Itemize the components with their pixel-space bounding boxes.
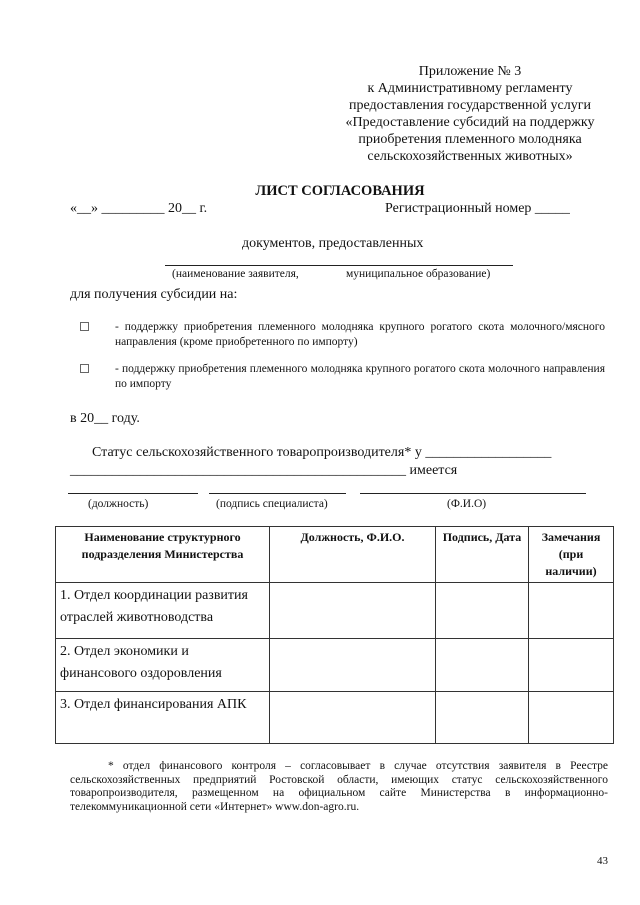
footnote (70, 760, 608, 814)
position-fio-cell[interactable] (270, 692, 436, 744)
applicant-caption-municipality: муниципальное образование) (346, 268, 491, 280)
applicant-underline[interactable] (165, 265, 513, 266)
option-row-2 (80, 362, 605, 394)
header-signature-date: Подпись, Дата (436, 527, 529, 583)
signature-underline[interactable] (209, 493, 346, 494)
document-title: ЛИСТ СОГЛАСОВАНИЯ (255, 183, 425, 199)
page-number: 43 (597, 855, 608, 867)
appendix-line: Приложение № 3 (418, 64, 522, 79)
header-remarks: Замечания (при наличии) (529, 527, 614, 583)
appendix-line: «Предоставление субсидий на поддержку (345, 115, 595, 130)
option-row-1 (80, 320, 605, 352)
option-checkbox-1[interactable] (80, 322, 89, 331)
header-position-fio: Должность, Ф.И.О. (270, 527, 436, 583)
option-text-2: - поддержку приобретения племенного молодняка крупного рогатого скота молочного направления по импорту (115, 363, 605, 390)
fio-underline[interactable] (360, 493, 586, 494)
signature-caption: (подпись специалиста) (216, 498, 328, 510)
header-department: Наименование структурного подразделения Министерства (56, 527, 270, 583)
applicant-caption-name: (наименование заявителя, (172, 268, 299, 280)
signature-date-cell[interactable] (436, 583, 529, 639)
date-field[interactable]: «__» _________ 20__ г. (70, 201, 208, 216)
remarks-cell[interactable] (529, 692, 614, 744)
documents-line: документов, предоставленных (242, 236, 424, 251)
option-text-1: - поддержку приобретения племенного молодняка крупного рогатого скота молочного/мясного направления (кроме приобретенного по импорту) (115, 321, 605, 348)
year-line[interactable]: в 20__ году. (70, 411, 140, 426)
footnote-text: * отдел финансового контроля – согласовывает в случае отсутствия заявителя в Реестре сельскохозяйственных предприятий Ростовской области, имеющих статус сельскохозяйственного товаропроизводителя, размещенном на официальном сайте Министерства в информационно-телекоммуникационной сети «Интернет» www.don-agro.ru. (70, 760, 608, 813)
department-cell: 3. Отдел финансирования АПК (56, 692, 270, 744)
position-underline[interactable] (68, 493, 198, 494)
table-row (56, 639, 614, 692)
table-row (56, 583, 614, 639)
appendix-line: приобретения племенного молодняка (358, 132, 582, 147)
remarks-cell[interactable] (529, 639, 614, 692)
remarks-cell[interactable] (529, 583, 614, 639)
appendix-line: предоставления государственной услуги (349, 98, 591, 113)
appendix-line: сельскохозяйственных животных» (367, 149, 573, 164)
option-checkbox-2[interactable] (80, 364, 89, 373)
signature-date-cell[interactable] (436, 692, 529, 744)
table-row (56, 692, 614, 744)
registration-number-field[interactable]: Регистрационный номер _____ (385, 201, 570, 216)
signature-date-cell[interactable] (436, 639, 529, 692)
appendix-header (320, 63, 620, 165)
status-line-continued[interactable]: ________________________________________________ имеется (70, 463, 458, 478)
purpose-label: для получения субсидии на: (70, 287, 238, 302)
appendix-line: к Административному регламенту (367, 81, 573, 96)
status-line[interactable]: Статус сельскохозяйственного товаропроизводителя* у __________________ (92, 445, 552, 460)
position-caption: (должность) (88, 498, 149, 510)
fio-caption: (Ф.И.О) (447, 498, 487, 510)
position-fio-cell[interactable] (270, 639, 436, 692)
table-header-row (56, 527, 614, 583)
approval-table (55, 526, 614, 744)
department-cell: 2. Отдел экономики и финансового оздоровления (56, 639, 270, 692)
department-cell: 1. Отдел координации развития отраслей животноводства (56, 583, 270, 639)
position-fio-cell[interactable] (270, 583, 436, 639)
